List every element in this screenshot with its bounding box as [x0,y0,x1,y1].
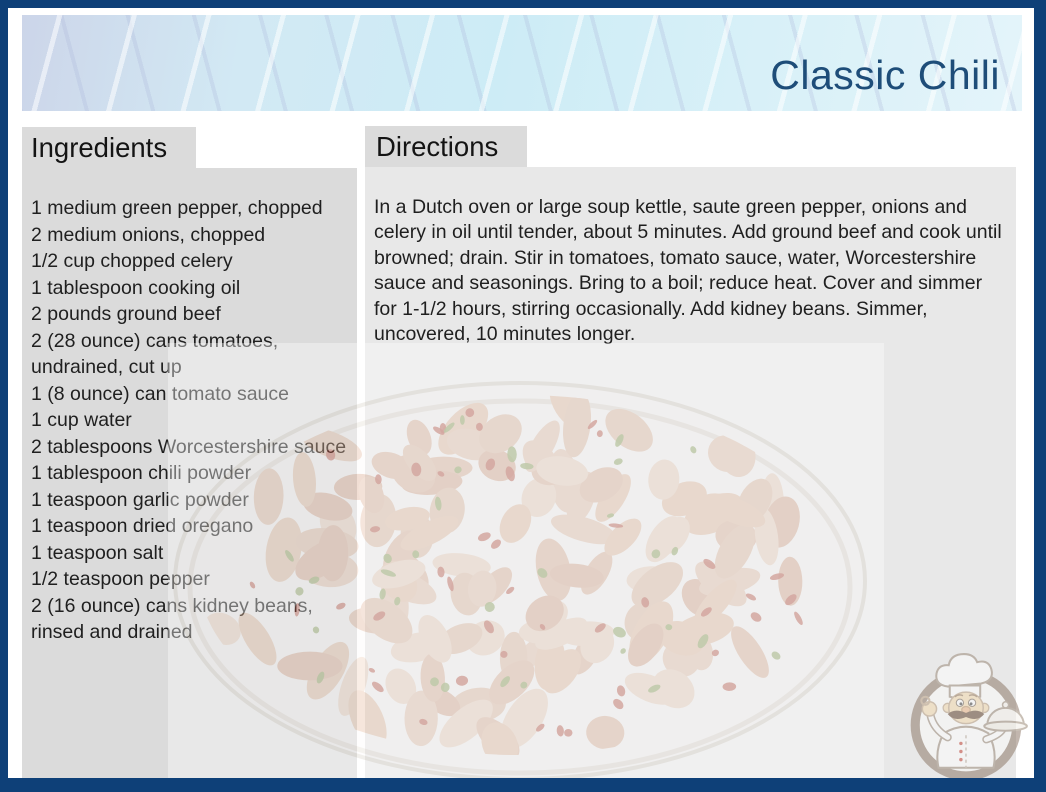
ingredient-item: 1 medium green pepper, chopped [31,197,323,219]
directions-heading-label: Directions [376,130,499,162]
ingredient-item: 1 teaspoon garlic powder [31,488,249,511]
ingredient-item: 1 cup water [31,409,132,431]
ingredients-heading-label: Ingredients [31,131,168,163]
ingredients-heading [22,127,196,168]
ingredient-item: 1/2 teaspoon pepper [31,568,210,590]
directions-panel [365,167,1016,778]
header-banner [22,15,1022,111]
ingredient-item: 1 tablespoon cooking oil [31,276,241,299]
ingredient-item: 2 pounds ground beef [31,303,221,325]
ingredient-item: 2 (28 ounce) cans tomatoes, undrained, cut up [31,329,279,378]
ingredient-item: 1/2 cup chopped celery [31,250,233,272]
ingredient-item: 2 medium onions, chopped [31,223,266,246]
ingredient-item: 1 tablespoon chili powder [31,462,252,484]
ingredients-panel [22,168,357,778]
ingredient-item: 1 (8 ounce) can tomato sauce [31,382,289,405]
ingredient-item: 1 teaspoon salt [31,541,164,564]
ingredient-item: 1 teaspoon dried oregano [31,515,254,537]
recipe-title: Classic Chili [770,52,1000,98]
ingredient-item: 2 (16 ounce) cans kidney beans, rinsed and drained [31,594,313,643]
directions-heading [365,126,527,167]
ingredient-item: 2 tablespoons Worcestershire sauce [31,435,347,458]
directions-text: In a Dutch oven or large soup kettle, saute green pepper, onions and celery in oil until tender, about 5 minutes. Add ground beef and cook until browned; drain. Stir in tomatoes, tomato sauce, water, Worcestershire sauce and seasonings. Bring to a boil; reduce heat. Cover and simmer for 1-1/2 hours, stirring occasionally. Add kidney beans. Simmer, uncovered, 10 minutes longer. [374,196,1002,346]
